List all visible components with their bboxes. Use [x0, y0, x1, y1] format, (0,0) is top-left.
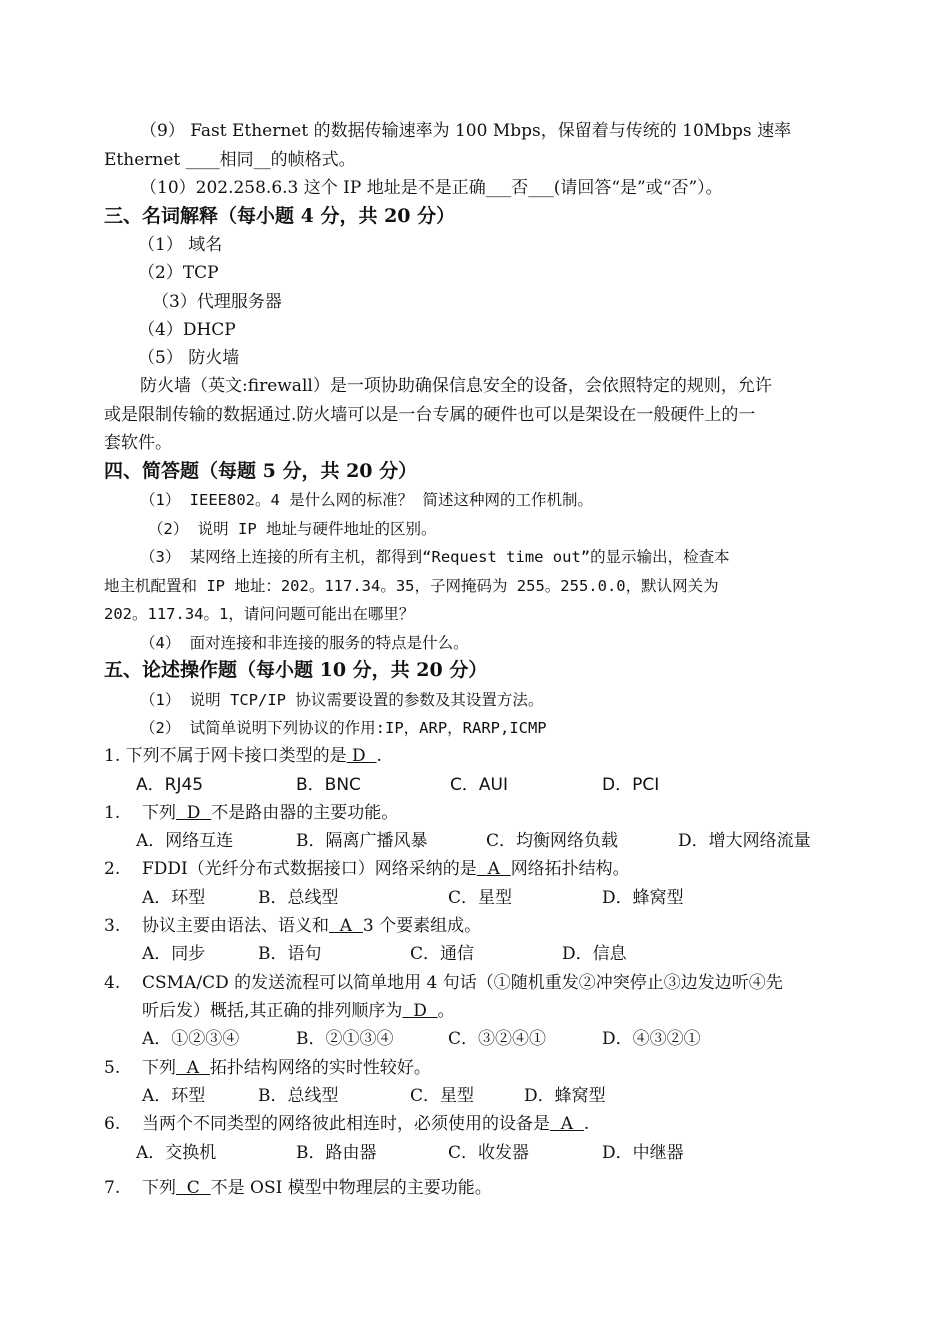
option-d: D．④③②① — [602, 1029, 701, 1049]
option-a: A．环型 — [142, 888, 206, 908]
section4-q1: （1） IEEE802。4 是什么网的标准？ 简述这种网的工作机制。 — [140, 491, 593, 509]
mcq-question: 7. 下列 C 不是 OSI 模型中物理层的主要功能。 — [104, 1178, 492, 1198]
section3-item-2: （2）TCP — [138, 263, 219, 283]
firewall-answer-line2: 或是限制传输的数据通过.防火墙可以是一台专属的硬件也可以是架设在一般硬件上的一 — [104, 405, 756, 425]
option-c: C．星型 — [410, 1086, 475, 1106]
answer-blank: D — [402, 1001, 438, 1021]
mcq-question: 1. 下列 D 不是路由器的主要功能。 — [104, 803, 399, 823]
option-a: A．网络互连 — [136, 831, 234, 851]
option-c: C．星型 — [448, 888, 513, 908]
section3-item-4: （4）DHCP — [138, 320, 236, 340]
section4-q4: （4） 面对连接和非连接的服务的特点是什么。 — [140, 634, 469, 652]
mcq-question: 2. FDDI（光纤分布式数据接口）网络采纳的是 A 网络拓扑结构。 — [104, 859, 630, 879]
option-c: C．③②④① — [448, 1029, 547, 1049]
section4-q3-line2: 地主机配置和 IP 地址：202。117.34。35，子网掩码为 255。255.0.0，默认网关为 — [104, 577, 719, 595]
section4-q2: （2） 说明 IP 地址与硬件地址的区别。 — [148, 520, 437, 538]
mcq-question-cont: 听后发）概括,其正确的排列顺序为 D 。 — [142, 1001, 455, 1021]
option-b: B．路由器 — [296, 1143, 377, 1163]
option-b: B．BNC — [296, 775, 361, 795]
answer-blank: D — [176, 803, 212, 823]
fill-q9-line2: Ethernet ____相同__的帧格式。 — [104, 150, 356, 170]
mcq-question: 1. 下列不属于网卡接口类型的是 D . — [104, 746, 382, 766]
option-d: D．PCI — [602, 775, 660, 795]
mcq-question: 5. 下列 A 拓扑结构网络的实时性较好。 — [104, 1058, 431, 1078]
option-d: D．蜂窝型 — [524, 1086, 606, 1106]
option-c: C．收发器 — [448, 1143, 530, 1163]
option-b: B．②①③④ — [296, 1029, 394, 1049]
option-a: A．RJ45 — [136, 775, 204, 795]
section4-q3-line3: 202。117.34。1，请问问题可能出在哪里？ — [104, 605, 415, 623]
answer-blank: A — [176, 1058, 210, 1078]
option-b: B．总线型 — [258, 888, 339, 908]
fill-q9-line1: （9） Fast Ethernet 的数据传输速率为 100 Mbps，保留着与传统的 10Mbps 速率 — [140, 121, 792, 141]
option-b: B．隔离广播风暴 — [296, 831, 428, 851]
option-a: A．交换机 — [136, 1143, 217, 1163]
option-a: A．环型 — [142, 1086, 206, 1106]
option-b: B．语句 — [258, 944, 322, 964]
section5-heading: 五、论述操作题（每小题 10 分，共 20 分） — [104, 659, 488, 681]
answer-blank: D — [346, 746, 377, 766]
section5-q1: （1） 说明 TCP/IP 协议需要设置的参数及其设置方法。 — [140, 691, 544, 709]
mcq-question: 4. CSMA/CD 的发送流程可以简单地用 4 句话（①随机重发②冲突停止③边发边听④先 — [104, 973, 783, 993]
section3-item-3: （3）代理服务器 — [152, 292, 282, 312]
section3-heading: 三、名词解释（每小题 4 分，共 20 分） — [104, 205, 456, 227]
answer-blank: A — [329, 916, 363, 936]
option-c: C．均衡网络负载 — [486, 831, 619, 851]
answer-blank: A — [550, 1114, 584, 1134]
firewall-answer-line3: 套软件。 — [104, 433, 172, 453]
firewall-answer-line1: 防火墙（英文:firewall）是一项协助确保信息安全的设备，会依照特定的规则，允许 — [140, 376, 772, 396]
fill-q10: （10）202.258.6.3 这个 IP 地址是不是正确___否___(请回答“是”或“否”）。 — [140, 178, 723, 198]
option-a: A．同步 — [142, 944, 206, 964]
section3-item-5: （5） 防火墙 — [138, 348, 240, 368]
section4-heading: 四、简答题（每题 5 分，共 20 分） — [104, 460, 418, 482]
section4-q3-line1: （3） 某网络上连接的所有主机，都得到“Request time out”的显示输出，检查本 — [140, 548, 730, 566]
option-a: A．①②③④ — [142, 1029, 240, 1049]
mcq-question: 6. 当两个不同类型的网络彼此相连时，必须使用的设备是 A . — [104, 1114, 590, 1134]
option-d: D．中继器 — [602, 1143, 684, 1163]
option-d: D．蜂窝型 — [602, 888, 684, 908]
section5-q2: （2） 试简单说明下列协议的作用:IP，ARP，RARP,ICMP — [140, 719, 547, 737]
section3-item-1: （1） 域名 — [138, 235, 223, 255]
answer-blank: C — [176, 1178, 211, 1198]
option-b: B．总线型 — [258, 1086, 339, 1106]
option-c: C．AUI — [450, 775, 508, 795]
option-d: D．信息 — [562, 944, 627, 964]
option-c: C．通信 — [410, 944, 475, 964]
answer-blank: A — [476, 859, 511, 879]
option-d: D．增大网络流量 — [678, 831, 811, 851]
mcq-question: 3. 协议主要由语法、语义和 A 3 个要素组成。 — [104, 916, 482, 936]
